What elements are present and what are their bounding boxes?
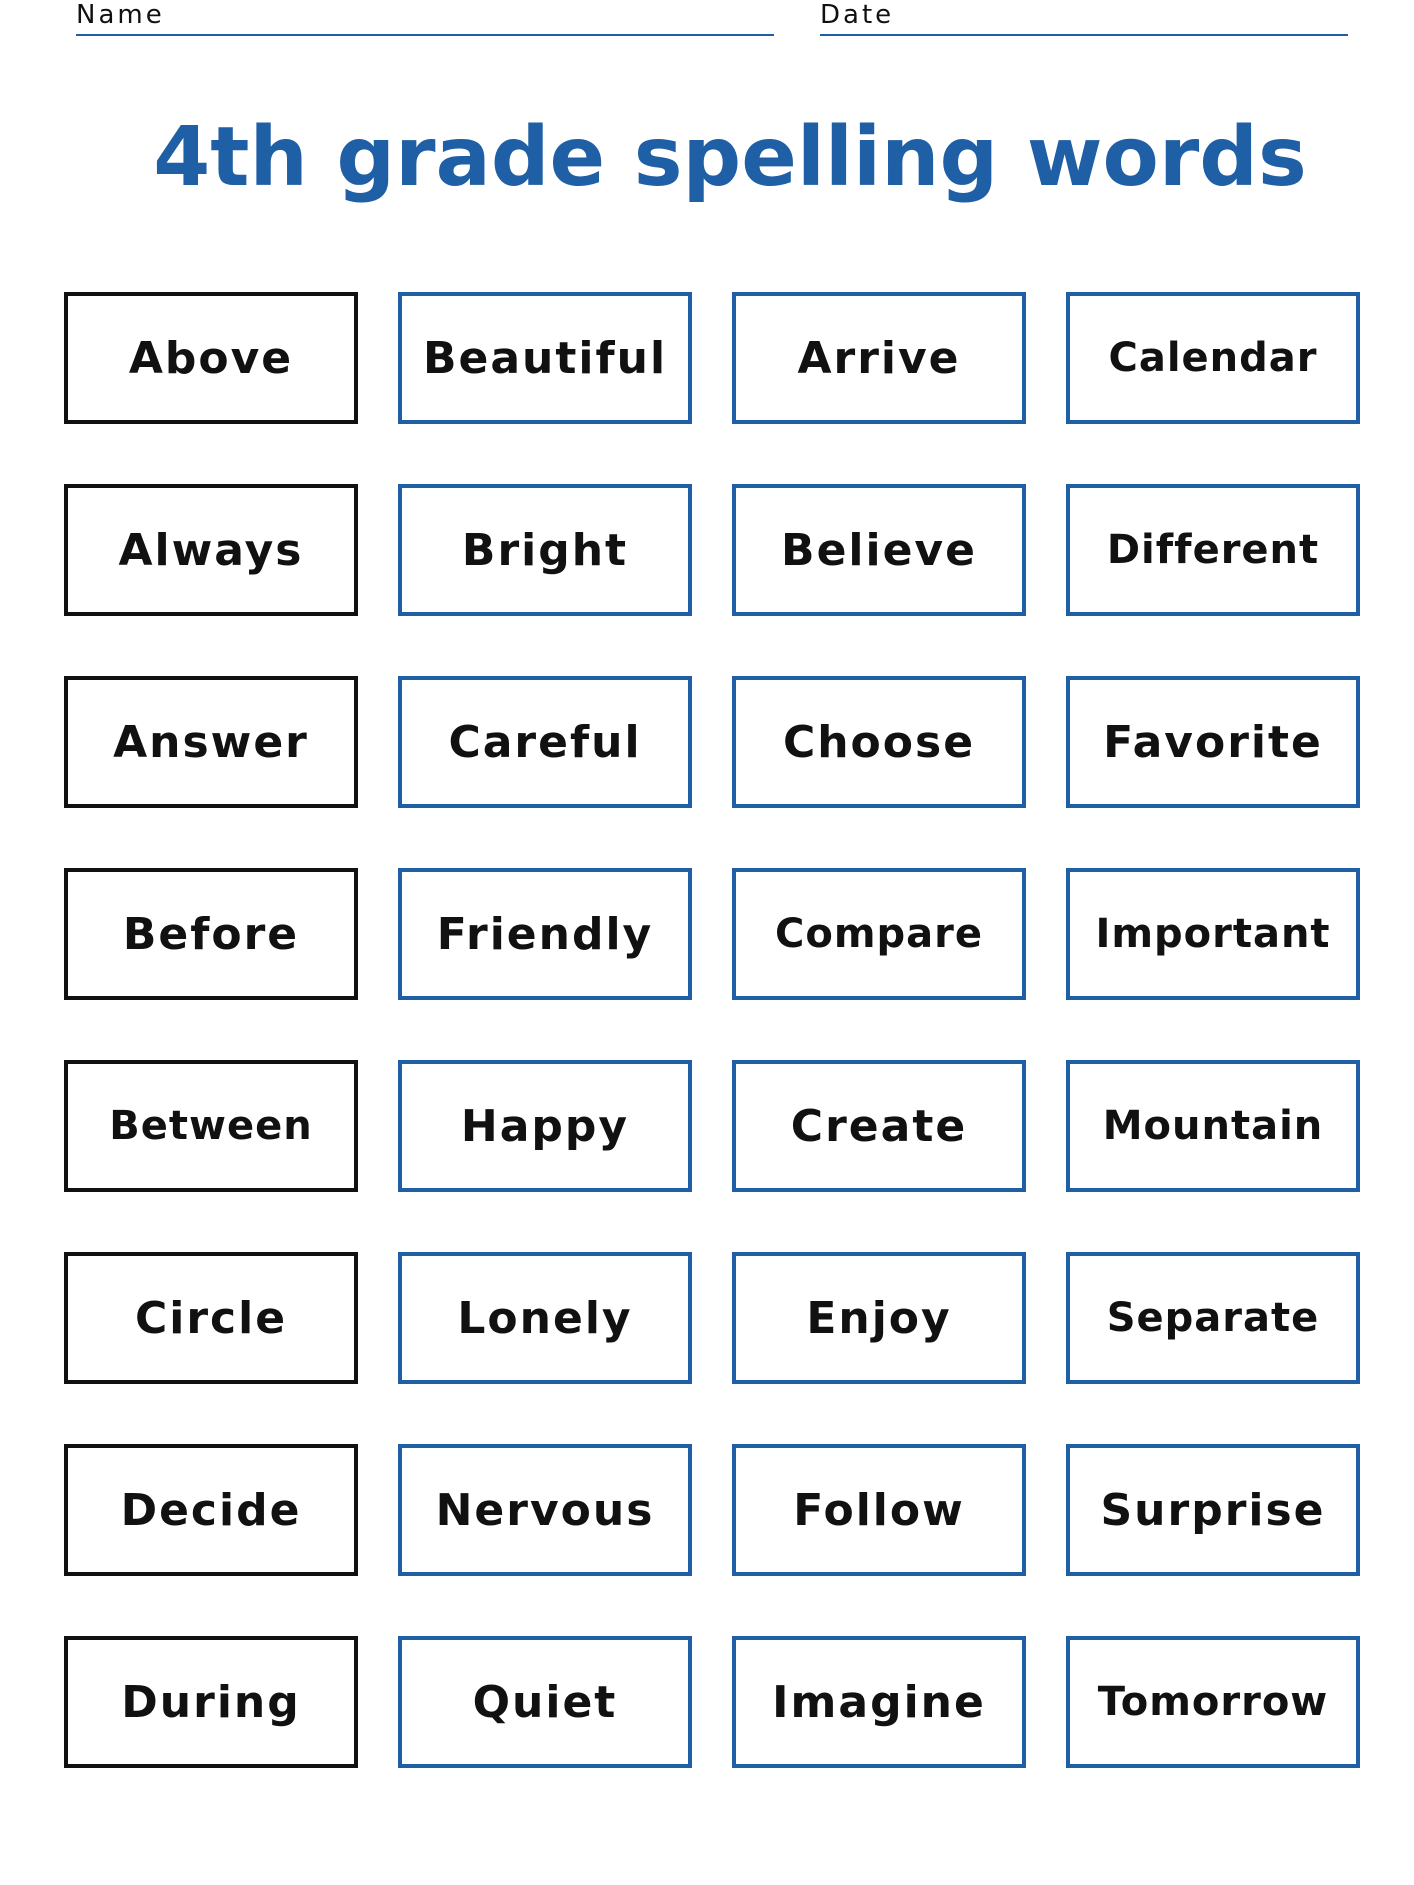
word-label: Circle [134, 1292, 288, 1344]
word-label: Always [118, 524, 304, 576]
word-label: Favorite [1103, 716, 1323, 768]
word-box [1066, 484, 1360, 616]
word-box [64, 868, 358, 1000]
word-label: Nervous [435, 1484, 655, 1536]
name-field[interactable] [76, 0, 774, 36]
word-label: Believe [781, 524, 977, 576]
word-label: Different [1106, 527, 1320, 573]
word-box [1066, 1444, 1360, 1576]
word-label: Arrive [797, 332, 961, 384]
word-label: Calendar [1108, 335, 1318, 381]
word-box [64, 484, 358, 616]
word-box [732, 1444, 1026, 1576]
date-label: Date [820, 0, 895, 30]
word-label: Surprise [1100, 1484, 1326, 1536]
word-label: Bright [461, 524, 629, 576]
word-box [732, 1060, 1026, 1192]
word-label: During [121, 1676, 301, 1728]
word-box [64, 1060, 358, 1192]
word-label: Choose [782, 716, 976, 768]
word-label: Above [128, 332, 294, 384]
word-box [1066, 1252, 1360, 1384]
word-label: Imagine [772, 1676, 986, 1728]
word-label: Follow [793, 1484, 965, 1536]
word-box [732, 676, 1026, 808]
name-label: Name [76, 0, 165, 30]
word-label: Lonely [457, 1292, 633, 1344]
word-label: Enjoy [806, 1292, 952, 1344]
word-box [1066, 868, 1360, 1000]
word-label: Happy [460, 1100, 630, 1152]
word-box [398, 1444, 692, 1576]
word-box [398, 292, 692, 424]
word-box [398, 676, 692, 808]
page-title: 4th grade spelling words [153, 110, 1307, 205]
word-label: Answer [113, 716, 309, 768]
date-field[interactable] [820, 0, 1348, 36]
word-box [398, 868, 692, 1000]
word-label: Before [122, 908, 300, 960]
spelling-word-grid [64, 292, 1360, 1768]
word-box [732, 868, 1026, 1000]
word-box [732, 484, 1026, 616]
word-label: Create [790, 1100, 968, 1152]
word-box [398, 1636, 692, 1768]
word-label: Tomorrow [1097, 1679, 1329, 1725]
word-box [1066, 292, 1360, 424]
word-box [64, 292, 358, 424]
word-box [64, 1444, 358, 1576]
word-label: Compare [775, 911, 983, 957]
word-label: Quiet [472, 1676, 618, 1728]
word-label: Separate [1106, 1295, 1320, 1341]
word-label: Between [109, 1103, 313, 1149]
word-label: Careful [448, 716, 642, 768]
word-label: Mountain [1102, 1103, 1324, 1149]
word-box [1066, 1636, 1360, 1768]
word-box [64, 1252, 358, 1384]
word-label: Important [1095, 911, 1331, 957]
word-box [1066, 676, 1360, 808]
word-box [732, 1252, 1026, 1384]
word-box [398, 1252, 692, 1384]
word-box [732, 292, 1026, 424]
word-box [732, 1636, 1026, 1768]
word-box [398, 484, 692, 616]
word-box [1066, 1060, 1360, 1192]
word-label: Beautiful [422, 332, 668, 384]
word-box [64, 1636, 358, 1768]
word-box [64, 676, 358, 808]
word-box [398, 1060, 692, 1192]
word-label: Friendly [436, 908, 654, 960]
word-label: Decide [120, 1484, 302, 1536]
